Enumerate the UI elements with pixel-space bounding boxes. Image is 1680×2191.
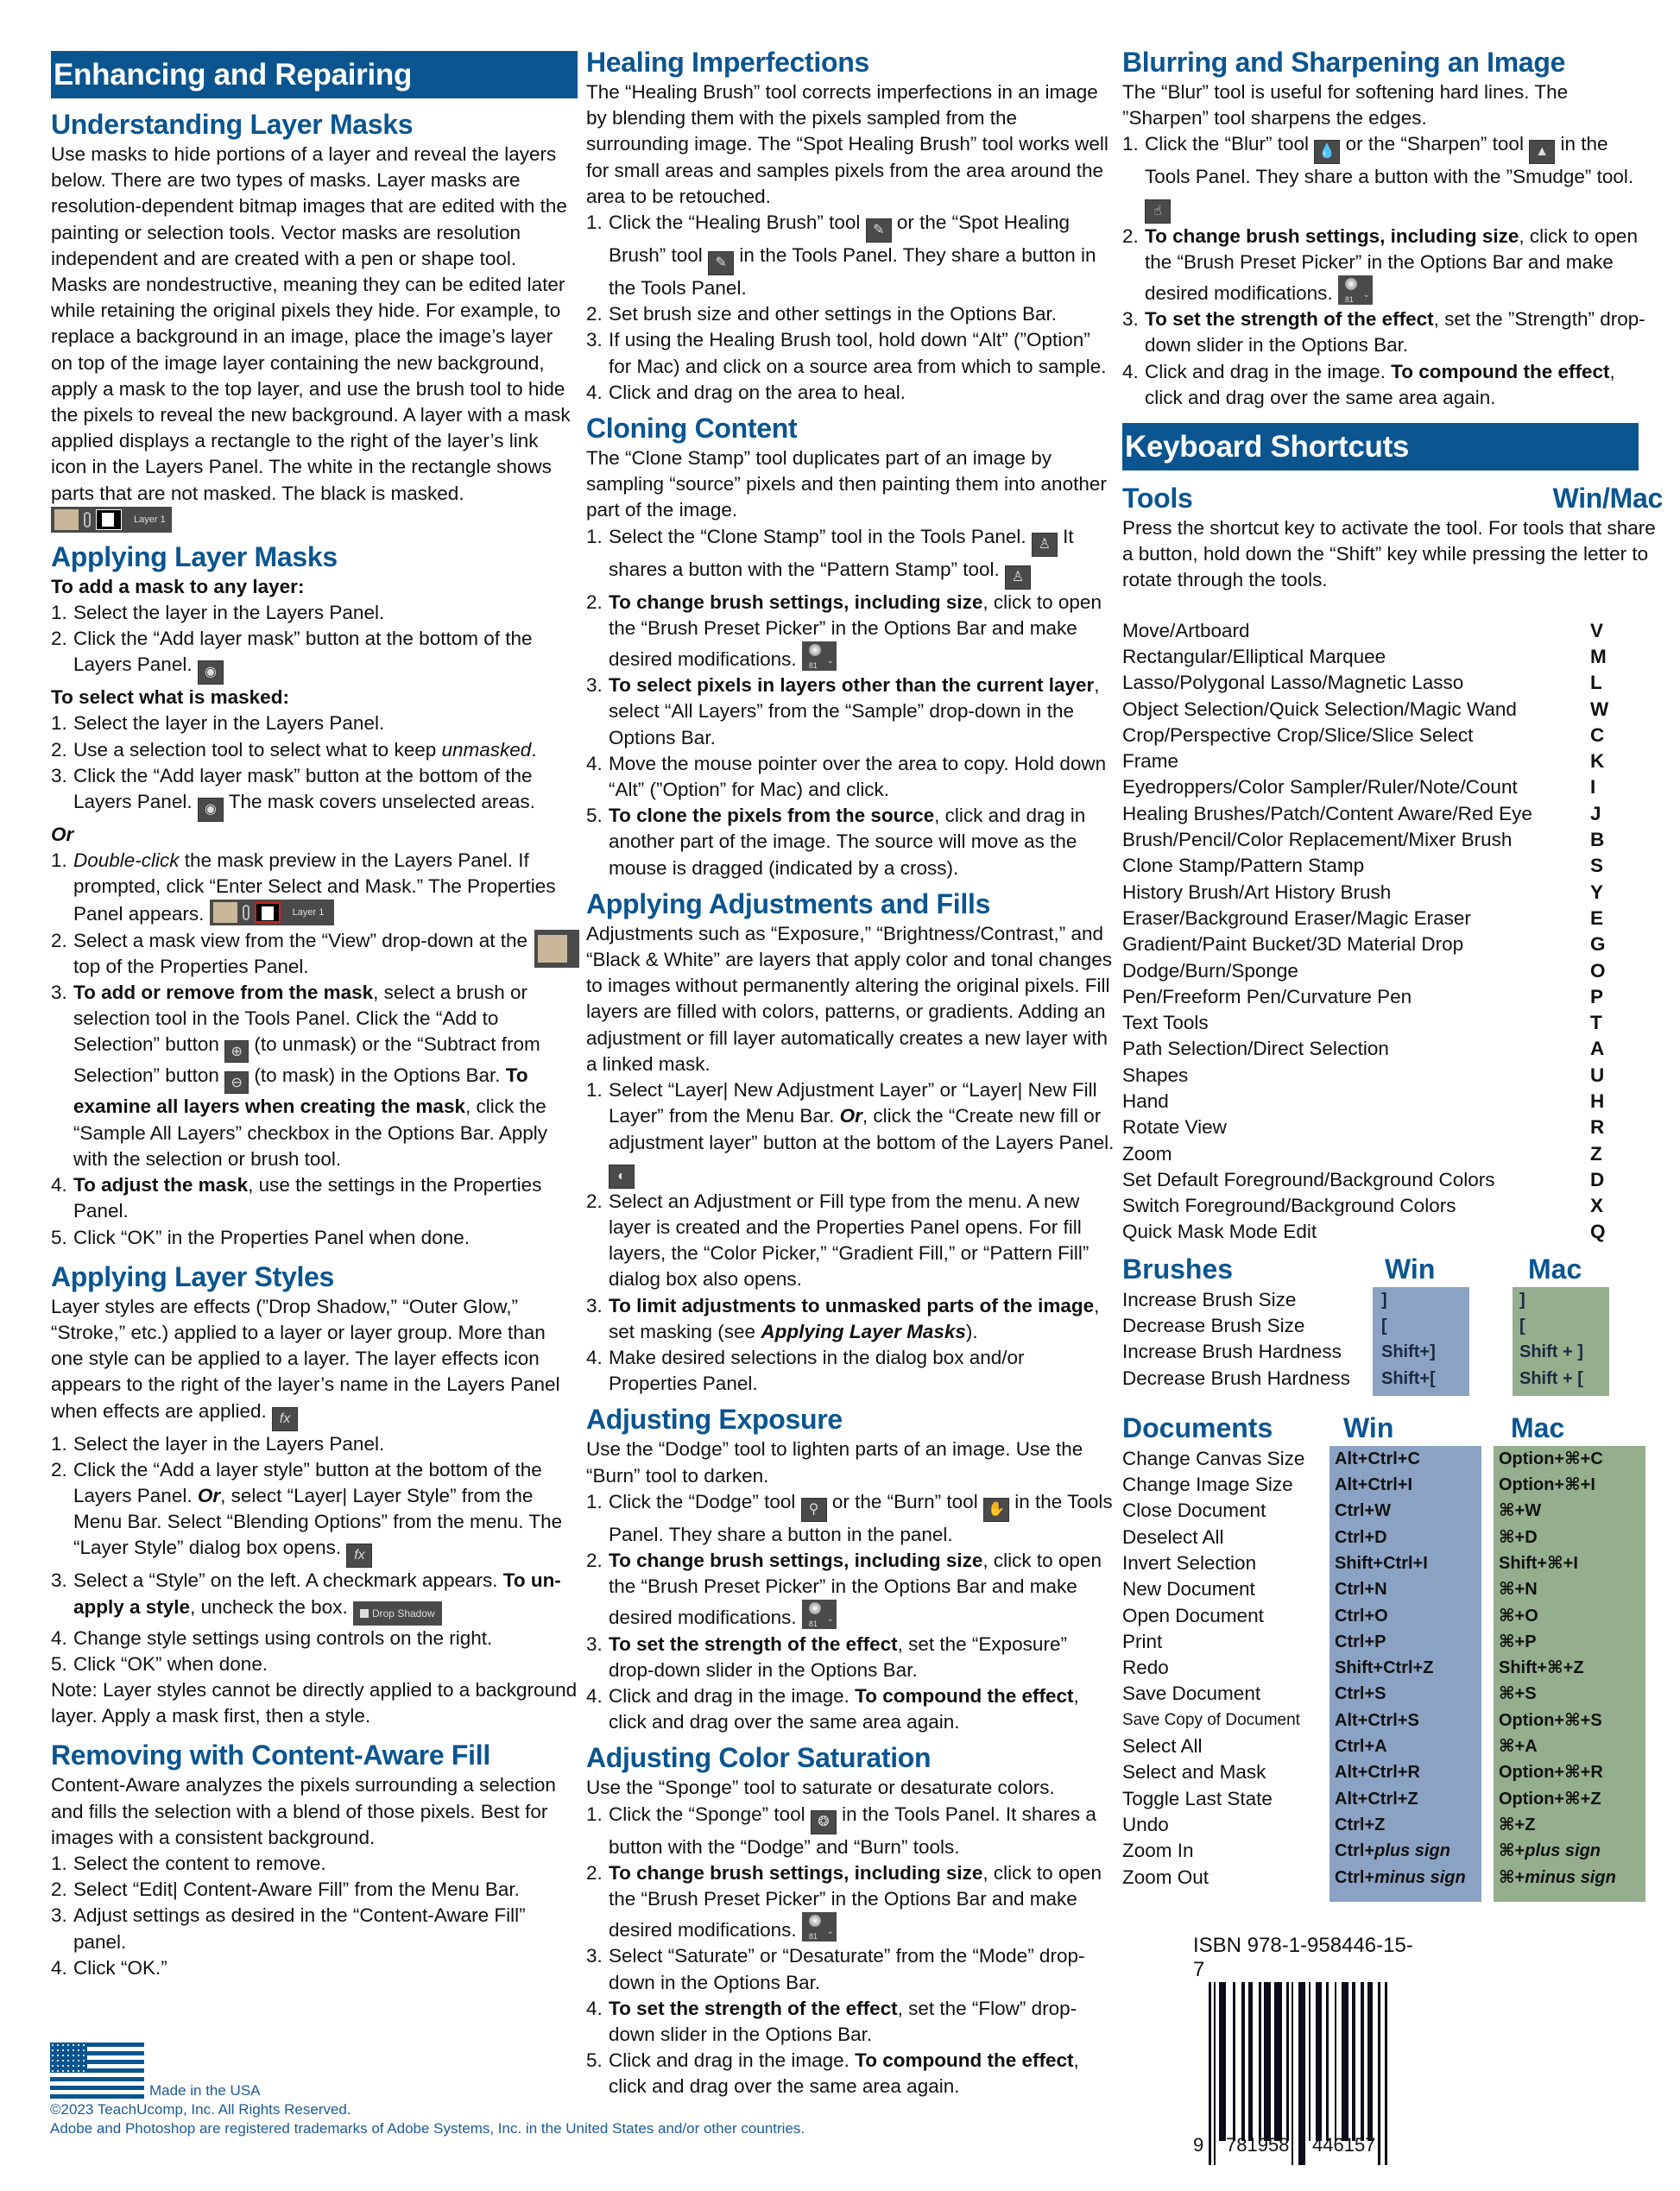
view-dropdown-icon	[534, 930, 579, 968]
trademark-notice: Adobe and Photoshop are registered trademarks of Adobe Systems, Inc. in the United States and/or other countries.	[50, 2120, 805, 2137]
saturation-body: Use the “Sponge” tool to saturate or desaturate colors.	[586, 1777, 1055, 1799]
layer-masks-body: Use masks to hide portions of a layer and reveal the layers below. There are two types of masks. Layer masks are resolution-dependent bitmap images that are edited with the painting or selection tools. Vector masks are resolution independent and are created with a pen or shape tool. Masks are nondestructive, meaning they can be edited later while retaining the original pixels they hide. For example, to replace a background in an image, place the image’s layer on top of the image layer containing the new background, apply a mask to the top layer, and use the brush tool to hide the pixels to reveal the new background. A layer with a mask applied displays a rectangle to the right of the layer’s link icon in the Layers Panel. The white in the rectangle shows parts that are not masked. The black is masked. Layer 1	[51, 142, 578, 534]
shortcut-label: Change Image Size	[1122, 1474, 1293, 1496]
mac-shortcut: ⌘+O	[1499, 1606, 1538, 1626]
list-item: 2. Select “Edit| Content-Aware Fill” from the Menu Bar.	[51, 1878, 520, 1901]
shortcut-row	[1122, 1786, 1658, 1812]
documents-win-header: Win	[1343, 1411, 1394, 1443]
tool-key: K	[1590, 750, 1605, 773]
tool-name: Gradient/Paint Bucket/3D Material Drop	[1122, 933, 1464, 956]
win-shortcut: Ctrl+minus sign	[1335, 1867, 1466, 1887]
add-layer-mask-icon: ◉	[198, 798, 224, 822]
mac-shortcut: ⌘+W	[1499, 1501, 1542, 1521]
fx-icon: fx	[272, 1407, 298, 1431]
heading-healing-imperfections: Healing Imperfections	[586, 47, 869, 78]
cloning-steps	[586, 524, 1115, 881]
shortcut-row	[1122, 931, 1658, 957]
tool-name: Rectangular/Elliptical Marquee	[1122, 645, 1386, 667]
heading-adjustments-fills: Applying Adjustments and Fills	[586, 887, 991, 919]
shortcut-row	[1122, 1498, 1658, 1524]
shortcut-row	[1122, 1167, 1658, 1193]
mac-shortcut: Shift + ]	[1519, 1342, 1583, 1362]
smudge-tool-icon: ☝	[1145, 199, 1171, 224]
tool-key: S	[1590, 855, 1604, 877]
shortcut-row	[1122, 1812, 1658, 1838]
column-right	[1122, 45, 1663, 1889]
list-item: 3. To set the strength of the effect, set the “Exposure” drop-down slider in the Options Bar.	[586, 1632, 1067, 1681]
shortcut-row	[1122, 618, 1658, 644]
subheading-add-mask: To add a mask to any layer:	[51, 576, 305, 598]
heading-adjusting-exposure: Adjusting Exposure	[586, 1404, 843, 1436]
tool-key: X	[1590, 1195, 1604, 1217]
shortcut-label: Zoom In	[1122, 1840, 1194, 1862]
tool-name: Lasso/Polygonal Lasso/Magnetic Lasso	[1122, 672, 1464, 694]
heading-tools: Tools	[1122, 483, 1193, 515]
shortcut-row	[1122, 1339, 1658, 1365]
tool-name: Set Default Foreground/Background Colors	[1122, 1168, 1495, 1190]
shortcut-row	[1122, 1141, 1658, 1167]
win-shortcut: Shift+[	[1381, 1368, 1436, 1388]
tool-name: Crop/Perspective Crop/Slice/Slice Select	[1122, 723, 1474, 746]
shortcut-row	[1122, 984, 1658, 1010]
win-shortcut: Alt+Ctrl+I	[1335, 1475, 1413, 1495]
win-shortcut: Alt+Ctrl+Z	[1335, 1789, 1418, 1809]
mac-shortcut: ⌘+Z	[1499, 1815, 1536, 1834]
tool-name: Brush/Pencil/Color Replacement/Mixer Brush	[1122, 829, 1513, 851]
tool-name: Rotate View	[1122, 1116, 1227, 1139]
blur-tool-icon: 💧	[1314, 140, 1340, 164]
win-shortcut: ]	[1381, 1290, 1387, 1310]
shortcut-label: Select and Mask	[1122, 1761, 1266, 1784]
win-shortcut: Ctrl+O	[1335, 1606, 1388, 1626]
shortcut-row	[1122, 1063, 1658, 1089]
win-shortcut: Ctrl+P	[1335, 1632, 1386, 1651]
heading-applying-layer-styles: Applying Layer Styles	[51, 1260, 335, 1292]
shortcut-row	[1122, 853, 1658, 879]
shortcut-label: Increase Brush Size	[1122, 1288, 1297, 1310]
tool-key: W	[1590, 698, 1609, 720]
shortcut-label: Redo	[1122, 1657, 1169, 1679]
list-item: 2. Use a selection tool to select what to keep unmasked.	[51, 738, 537, 761]
shortcut-label: New Document	[1122, 1578, 1255, 1601]
list-item: 2. Select a mask view from the “View” drop-down at the top of the Properties Panel.	[51, 928, 578, 980]
add-mask-steps	[51, 600, 578, 685]
shortcut-label: Increase Brush Hardness	[1122, 1341, 1342, 1363]
list-item: 1. Click the “Sponge” tool ❂ in the Tools Panel. It shares a button with the “Dodge” and “Burn” tools.	[586, 1803, 1096, 1858]
list-item: 3. Click the “Add layer mask” button at the bottom of the Layers Panel. ◉ The mask covers unselected areas.	[51, 763, 578, 822]
list-item: 5. Click “OK” when done.	[51, 1652, 268, 1675]
sharpen-tool-icon: ▲	[1529, 140, 1555, 164]
shortcut-row	[1122, 1838, 1658, 1864]
list-item: 2. To change brush settings, including size, click to open the “Brush Preset Picker” in the Options Bar and make desired modifications. 81 ⌄	[586, 1861, 1102, 1942]
tool-key: T	[1590, 1012, 1602, 1034]
mac-shortcut: Option+⌘+I	[1499, 1475, 1595, 1495]
shortcut-row	[1122, 1681, 1658, 1707]
brush-preset-picker-icon: 81 ⌄	[802, 641, 837, 671]
list-item: 3. To limit adjustments to unmasked parts of the image, set masking (see Applying Layer Masks).	[586, 1294, 1100, 1342]
win-shortcut: [	[1381, 1316, 1387, 1336]
shortcut-label: Close Document	[1122, 1500, 1266, 1522]
tool-key: B	[1590, 829, 1605, 851]
select-masked-steps	[51, 710, 578, 822]
barcode-digits-2: 781958	[1226, 2134, 1290, 2156]
tool-key: Y	[1590, 881, 1604, 903]
win-shortcut: Ctrl+S	[1335, 1684, 1386, 1704]
shortcut-label: Decrease Brush Hardness	[1122, 1367, 1350, 1389]
list-item: 3. Select “Saturate” or “Desaturate” from the “Mode” drop-down in the Options Bar.	[586, 1945, 1085, 1993]
tool-key: A	[1590, 1038, 1605, 1060]
list-item: 2. Select an Adjustment or Fill type from the menu. A new layer is created and the Properties Panel opens. For fill layers, the “Color Picker,” “Gradient Fill,” or “Pattern Fill” dialog box also opens.	[586, 1190, 1089, 1291]
tool-name: Text Tools	[1122, 1012, 1209, 1034]
layer-styles-body: Layer styles are effects (”Drop Shadow,” “Outer Glow,” “Stroke,” etc.) applied to a layer or layer group. More than one style can be applied to a layer. The layer effects icon appears to the right of the layer’s name in the Layers Panel when effects are applied. fx	[51, 1294, 578, 1431]
list-item: 1. Select “Layer| New Adjustment Layer” or “Layer| New Fill Layer” from the Menu Bar. Or, click the “Create new fill or adjustment layer” button at the bottom of the Layers Panel. ◐	[586, 1077, 1115, 1189]
list-item: 5. Click and drag in the image. To compound the effect, click and drag over the same area again.	[586, 2049, 1079, 2098]
tool-name: Pen/Freeform Pen/Curvature Pen	[1122, 985, 1412, 1007]
tools-intro: Press the shortcut key to activate the tool. For tools that share a button, hold down the “Shift” key while pressing the letter to rotate through the tools.	[1122, 517, 1656, 591]
list-item: 1. Click the “Dodge” tool ⚲ or the “Burn” tool ✋ in the Tools Panel. They share a button in the panel.	[586, 1490, 1113, 1545]
adjustments-steps	[586, 1077, 1115, 1397]
add-layer-mask-icon: ◉	[198, 660, 224, 685]
tool-key: J	[1590, 802, 1601, 824]
list-item: 2. Click the “Add a layer style” button at the bottom of the Layers Panel. Or, select “Layer| Layer Style” from the Menu Bar. Select “Blending Options” from the menu. The “Layer Style” dialog box opens. fx	[51, 1457, 578, 1569]
list-item: 2. To change brush settings, including size, click to open the “Brush Preset Picker” in the Options Bar and make desired modifications. 81 ⌄	[586, 590, 1102, 671]
burn-tool-icon: ✋	[983, 1498, 1009, 1522]
shortcut-row	[1122, 723, 1658, 748]
heading-brushes: Brushes	[1122, 1253, 1234, 1285]
layer-thumbnail-icon: Layer 1	[51, 507, 172, 533]
win-shortcut: Ctrl+A	[1335, 1737, 1387, 1757]
shortcut-label: Toggle Last State	[1122, 1787, 1273, 1809]
win-shortcut: Alt+Ctrl+S	[1335, 1710, 1419, 1730]
tool-key: Q	[1590, 1221, 1606, 1243]
adjustment-layer-icon: ◐	[609, 1165, 635, 1189]
brushes-mac-header: Mac	[1528, 1253, 1582, 1285]
brush-preset-picker-icon: 81 ⌄	[802, 1600, 837, 1629]
tool-key: V	[1590, 619, 1604, 641]
documents-shortcut-table	[1122, 1411, 1658, 1889]
brush-preset-picker-icon: 81 ⌄	[802, 1912, 837, 1942]
mac-shortcut: Option+⌘+R	[1499, 1763, 1603, 1783]
mac-shortcut: Option+⌘+C	[1499, 1449, 1603, 1468]
list-item: 1. Double-click the mask preview in the Layers Panel. If prompted, click “Enter Select and Mask.” The Properties Panel appears. Layer 1	[51, 849, 556, 925]
cloning-body: The “Clone Stamp” tool duplicates part of an image by sampling “source” pixels and then painting them into another part of the image.	[586, 447, 1107, 521]
brushes-win-header: Win	[1385, 1253, 1436, 1285]
copyright: ©2023 TeachUcomp, Inc. All Rights Reserved.	[50, 2101, 351, 2118]
spot-healing-brush-icon: ✎	[708, 251, 734, 275]
tool-name: Object Selection/Quick Selection/Magic Wand	[1122, 698, 1517, 720]
heading-win-mac: Win/Mac	[1552, 483, 1663, 515]
heading-cloning-content: Cloning Content	[586, 413, 798, 445]
list-item: 2. Set brush size and other settings in the Options Bar.	[586, 303, 1058, 325]
made-in-usa: Made in the USA	[149, 2082, 261, 2099]
tool-name: Eyedroppers/Color Sampler/Ruler/Note/Count	[1122, 776, 1518, 799]
shortcut-row	[1122, 1287, 1658, 1313]
isbn-text: ISBN 978-1-958446-15-7	[1193, 1934, 1413, 1981]
sponge-tool-icon: ❂	[811, 1810, 837, 1834]
shortcut-row	[1122, 1446, 1658, 1472]
mac-shortcut: ⌘+A	[1499, 1737, 1538, 1757]
list-item: 4. Click and drag in the image. To compound the effect, click and drag over the same area again.	[1122, 360, 1615, 408]
mac-shortcut: Option+⌘+Z	[1499, 1789, 1601, 1809]
brushes-shortcut-table	[1122, 1253, 1658, 1411]
layer-styles-steps	[51, 1431, 578, 1677]
tool-name: Quick Mask Mode Edit	[1122, 1221, 1317, 1243]
fx-menu-icon: fx	[346, 1544, 372, 1568]
barcode-digits-3: 446157	[1312, 2134, 1376, 2156]
documents-mac-header: Mac	[1511, 1411, 1565, 1443]
shortcut-row	[1122, 1472, 1658, 1498]
tool-name: Hand	[1122, 1089, 1169, 1112]
adjustments-body: Adjustments such as “Exposure,” “Brightness/Contrast,” and “Black & White” are layers that apply color and tonal changes to images without permanently altering the original pixels. Fill layers are filled with colors, patterns, or gradients. Adding an adjustment or fill layer automatically creates a new layer with a linked mask.	[586, 922, 1113, 1075]
shortcut-label: Undo	[1122, 1813, 1169, 1835]
shortcut-row	[1122, 1525, 1658, 1550]
shortcut-label: Save Copy of Document	[1122, 1710, 1300, 1729]
tool-name: Path Selection/Direct Selection	[1122, 1038, 1389, 1060]
tool-key: U	[1590, 1064, 1605, 1086]
tool-name: Clone Stamp/Pattern Stamp	[1122, 855, 1365, 877]
mac-shortcut: Shift+⌘+Z	[1499, 1658, 1584, 1678]
add-to-selection-icon: ⊕	[224, 1040, 249, 1063]
shortcut-row	[1122, 827, 1658, 853]
tool-name: Frame	[1122, 750, 1179, 773]
exposure-steps	[586, 1489, 1115, 1736]
heading-understanding-layer-masks: Understanding Layer Masks	[51, 109, 414, 140]
win-shortcut: Alt+Ctrl+C	[1335, 1449, 1420, 1468]
shortcut-row	[1122, 1036, 1658, 1062]
shortcut-row	[1122, 1865, 1658, 1891]
heading-blurring-sharpening: Blurring and Sharpening an Image	[1122, 47, 1566, 78]
mac-shortcut: ⌘+S	[1499, 1684, 1537, 1704]
tool-key: M	[1590, 645, 1607, 667]
shortcut-row	[1122, 644, 1658, 670]
shortcut-row	[1122, 1708, 1658, 1733]
tool-key: P	[1590, 985, 1604, 1007]
shortcut-row	[1122, 958, 1658, 984]
shortcut-row	[1122, 1089, 1658, 1114]
shortcut-row	[1122, 1313, 1658, 1339]
win-shortcut: Ctrl+N	[1335, 1580, 1387, 1600]
layer-mask-selected-icon: Layer 1	[210, 900, 334, 925]
win-shortcut: Ctrl+W	[1335, 1501, 1391, 1521]
list-item: 1. Click the “Blur” tool 💧 or the “Sharpen” tool ▲ in the Tools Panel. They share a button with the ”Smudge” tool. ☝	[1122, 131, 1658, 223]
tool-name: Eraser/Background Eraser/Magic Eraser	[1122, 906, 1471, 929]
blur-body: The “Blur” tool is useful for softening hard lines. The ”Sharpen” tool sharpens the edges.	[1122, 81, 1569, 129]
list-item: 2. Click the “Add layer mask” button at the bottom of the Layers Panel. ◉	[51, 626, 578, 685]
list-item: 3. To select pixels in layers other than the current layer, select “All Layers” from the “Sample” drop-down in the Options Bar.	[586, 674, 1100, 748]
shortcut-label: Save Document	[1122, 1683, 1261, 1705]
list-item: 4. Move the mouse pointer over the area to copy. Hold down “Alt” (”Option” for Mac) and click.	[586, 752, 1107, 801]
heading-documents: Documents	[1122, 1411, 1273, 1443]
tool-name: Shapes	[1122, 1064, 1189, 1086]
tool-key: L	[1590, 672, 1602, 694]
shortcut-row	[1122, 906, 1658, 931]
list-item: 1. Select the “Clone Stamp” tool in the Tools Panel. ♙ It shares a button with the “Pattern Stamp” tool. ♙	[586, 524, 1115, 590]
brush-preset-picker-icon: 81 ⌄	[1338, 275, 1373, 305]
content-aware-body: Content-Aware analyzes the pixels surrounding a selection and fills the selection with a blend of those pixels. Best for images with a consistent background.	[51, 1774, 556, 1848]
mac-shortcut: ⌘+plus sign	[1499, 1841, 1601, 1861]
mac-shortcut: ]	[1519, 1290, 1525, 1310]
tool-name: History Brush/Art History Brush	[1122, 881, 1392, 903]
list-item: 1. Select the content to remove.	[51, 1852, 326, 1874]
subtract-from-selection-icon: ⊖	[224, 1071, 249, 1094]
list-item: 1. Click the “Healing Brush” tool ✎ or the “Spot Healing Brush” tool ✎ in the Tools Panel. They share a button in the Tools Panel.	[586, 212, 1096, 300]
tool-name: Healing Brushes/Patch/Content Aware/Red Eye	[1122, 802, 1532, 824]
list-item: 1. Select the layer in the Layers Panel.	[51, 602, 385, 624]
list-item: 4. Click and drag in the image. To compound the effect, click and drag over the same area again.	[586, 1684, 1079, 1733]
tool-name: Switch Foreground/Background Colors	[1122, 1195, 1456, 1217]
shortcut-row	[1122, 1655, 1658, 1681]
shortcut-row	[1122, 1733, 1658, 1759]
tool-key: E	[1590, 906, 1604, 929]
list-item: 3. To set the strength of the effect, set the ”Strength” drop-down slider in the Options Bar.	[1122, 308, 1645, 357]
win-shortcut: Ctrl+plus sign	[1335, 1841, 1450, 1861]
isbn-barcode	[1193, 1934, 1418, 2165]
mac-shortcut: Shift+⌘+I	[1499, 1553, 1578, 1573]
subheading-select-masked: To select what is masked:	[51, 686, 289, 709]
column-middle	[586, 45, 1115, 2100]
list-item: 3. To add or remove from the mask, select a brush or selection tool in the Tools Panel. Click the “Add to Selection” button ⊕ (to unmask) or the “Subtract from Selection” button ⊖ (to mask) in the Options Bar. To examine all layers when creating the mask, click the “Sample All Layers” checkbox in the Options Bar. Apply with the selection or brush tool.	[51, 982, 548, 1170]
list-item: 4. Make desired selections in the dialog box and/or Properties Panel.	[586, 1346, 1025, 1395]
column-left	[51, 45, 578, 1981]
layer-styles-note: Note: Layer styles cannot be directly applied to a background layer. Apply a mask first, then a style.	[51, 1678, 578, 1727]
tool-key: H	[1590, 1089, 1605, 1112]
list-item: 3. If using the Healing Brush tool, hold down “Alt” (”Option” for Mac) and click on a source area from which to sample.	[586, 329, 1107, 377]
shortcut-row	[1122, 1219, 1658, 1245]
win-shortcut: Shift+Ctrl+Z	[1335, 1658, 1434, 1678]
shortcut-label: Decrease Brush Size	[1122, 1315, 1305, 1337]
clone-stamp-icon: ♙	[1032, 533, 1058, 557]
shortcut-row	[1122, 670, 1658, 696]
shortcut-row	[1122, 774, 1658, 800]
or-label: Or	[51, 824, 74, 846]
list-item: 1. Select the layer in the Layers Panel.	[51, 712, 385, 735]
heading-content-aware-fill: Removing with Content-Aware Fill	[51, 1740, 490, 1771]
usa-flag-icon	[50, 2043, 144, 2099]
win-shortcut: Alt+Ctrl+R	[1335, 1763, 1420, 1783]
mac-shortcut: [	[1519, 1316, 1525, 1336]
shortcut-label: Select All	[1122, 1735, 1203, 1758]
win-shortcut: Ctrl+D	[1335, 1527, 1387, 1547]
shortcut-label: Change Canvas Size	[1122, 1447, 1305, 1469]
shortcut-label: Print	[1122, 1630, 1163, 1652]
shortcut-row	[1122, 1759, 1658, 1785]
dodge-tool-icon: ⚲	[801, 1498, 827, 1522]
drop-shadow-checkbox-icon: Drop Shadow	[353, 1601, 442, 1626]
shortcut-row	[1122, 1550, 1658, 1576]
list-item: 2. To change brush settings, including size, click to open the “Brush Preset Picker” in the Options Bar and make desired modifications. 81 ⌄	[586, 1549, 1102, 1629]
list-item: 5. Click “OK” in the Properties Panel when done.	[51, 1226, 470, 1248]
tool-key: R	[1590, 1116, 1605, 1139]
healing-brush-icon: ✎	[866, 218, 892, 243]
mac-shortcut: ⌘+P	[1499, 1632, 1537, 1651]
section-bar-enhancing: Enhancing and Repairing	[51, 51, 578, 98]
list-item: 3. Select a “Style” on the left. A checkmark appears. To un-apply a style, uncheck the box. Drop Shadow	[51, 1568, 578, 1625]
list-item: 4. To adjust the mask, use the settings in the Properties Panel.	[51, 1174, 542, 1222]
healing-steps	[586, 210, 1115, 406]
heading-applying-layer-masks: Applying Layer Masks	[51, 541, 338, 573]
shortcut-label: Zoom Out	[1122, 1866, 1209, 1888]
shortcut-row	[1122, 1603, 1658, 1629]
shortcut-label: Deselect All	[1122, 1525, 1224, 1548]
shortcut-label: Open Document	[1122, 1604, 1264, 1626]
mac-shortcut: Shift + [	[1519, 1368, 1583, 1388]
shortcut-row	[1122, 748, 1658, 774]
shortcut-row	[1122, 1114, 1658, 1140]
tool-key: G	[1590, 933, 1606, 956]
mac-shortcut: Option+⌘+S	[1499, 1710, 1602, 1730]
list-item: 1. Select the layer in the Layers Panel.	[51, 1432, 385, 1455]
shortcut-row	[1122, 1366, 1658, 1392]
exposure-body: Use the “Dodge” tool to lighten parts of an image. Use the “Burn” tool to darken.	[586, 1438, 1083, 1487]
shortcut-label: Invert Selection	[1122, 1551, 1257, 1574]
win-shortcut: Shift+]	[1381, 1342, 1436, 1362]
tool-name: Dodge/Burn/Sponge	[1122, 959, 1298, 982]
tool-name: Move/Artboard	[1122, 619, 1250, 641]
tool-key: Z	[1590, 1142, 1602, 1165]
tool-key: O	[1590, 959, 1606, 982]
win-shortcut: Shift+Ctrl+I	[1335, 1553, 1428, 1573]
or-steps	[51, 848, 578, 1251]
content-aware-steps	[51, 1851, 578, 1981]
tools-header	[1122, 481, 1663, 515]
list-item: 5. To clone the pixels from the source, click and drag in another part of the image. The source will move as the mouse is dragged (indicated by a cross).	[586, 805, 1086, 879]
shortcut-row	[1122, 1010, 1658, 1036]
win-shortcut: Ctrl+Z	[1335, 1815, 1386, 1834]
tool-key: C	[1590, 723, 1605, 746]
pattern-stamp-icon: ♙	[1005, 565, 1031, 590]
heading-color-saturation: Adjusting Color Saturation	[586, 1742, 932, 1774]
list-item: 4. Change style settings using controls on the right.	[51, 1626, 493, 1649]
list-item: 4. To set the strength of the effect, set the “Flow” drop-down slider in the Options Bar.	[586, 1997, 1077, 2045]
shortcut-row	[1122, 1629, 1658, 1655]
blur-steps	[1122, 131, 1658, 411]
healing-body: The “Healing Brush” tool corrects imperfections in an image by blending them with the pixels sampled from the surrounding image. The “Spot Healing Brush” tool works well for small areas and samples pixels from the area around the area to be retouched.	[586, 81, 1108, 207]
footer	[50, 2043, 913, 2138]
tool-name: Zoom	[1122, 1142, 1172, 1165]
list-item: 2. To change brush settings, including size, click to open the “Brush Preset Picker” in the Options Bar and make desired modifications. 81 ⌄	[1122, 224, 1638, 305]
shortcut-row	[1122, 801, 1658, 827]
shortcut-row	[1122, 697, 1658, 723]
tool-key: I	[1590, 776, 1596, 799]
tool-key: D	[1590, 1168, 1605, 1190]
barcode-digit-1: 9	[1193, 2134, 1204, 2156]
mac-shortcut: ⌘+N	[1499, 1580, 1538, 1600]
mac-shortcut: ⌘+minus sign	[1499, 1867, 1616, 1887]
mac-shortcut: ⌘+D	[1499, 1527, 1538, 1547]
shortcut-row	[1122, 1576, 1658, 1602]
section-bar-keyboard-shortcuts: Keyboard Shortcuts	[1122, 423, 1639, 470]
shortcut-row	[1122, 880, 1658, 906]
list-item: 4. Click and drag on the area to heal.	[586, 381, 906, 403]
shortcut-row	[1122, 1193, 1658, 1219]
tools-shortcut-list	[1122, 618, 1658, 1246]
list-item: 3. Adjust settings as desired in the “Content-Aware Fill” panel.	[51, 1904, 526, 1953]
list-item: 4. Click “OK.”	[51, 1956, 167, 1979]
